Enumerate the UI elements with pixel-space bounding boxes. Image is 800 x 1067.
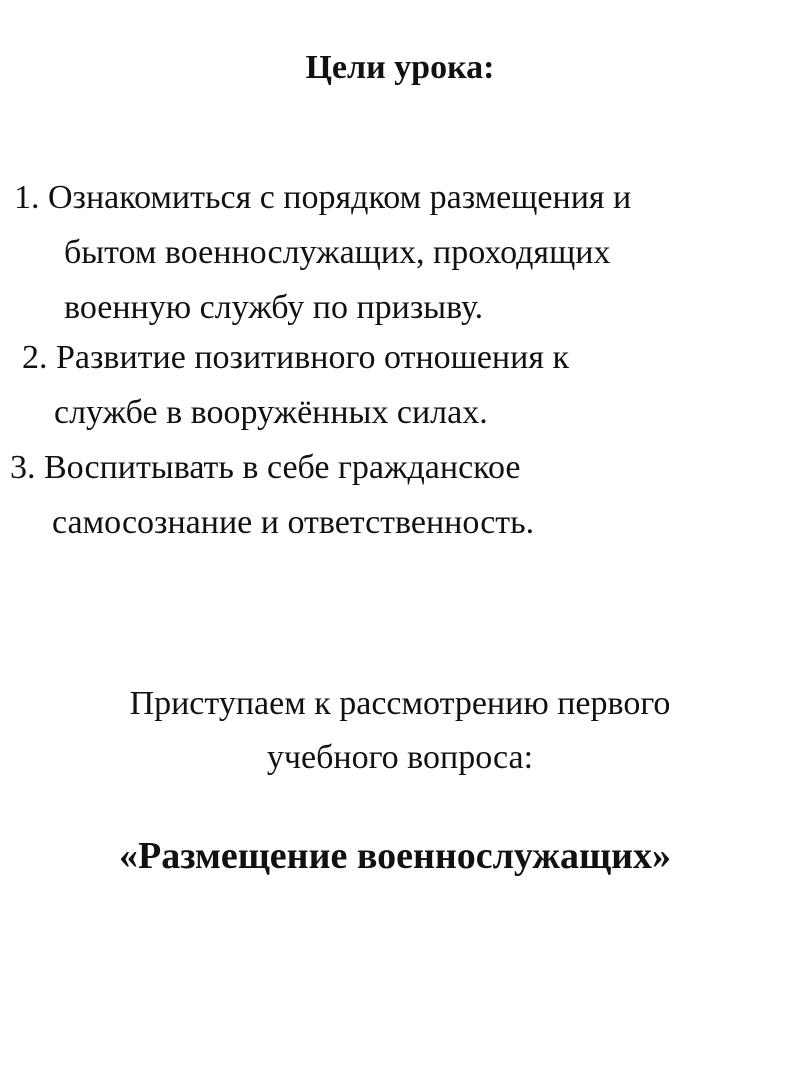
goal-2-text-1: Развитие позитивного отношения к xyxy=(56,339,569,376)
goal-item-2 xyxy=(22,330,792,440)
intro-line-2: учебного вопроса: xyxy=(266,739,534,776)
goal-1-line-2: бытом военнослужащих, проходящих xyxy=(64,234,611,271)
goal-1-line-3: военную службу по призыву. xyxy=(64,289,484,326)
goal-item-3 xyxy=(10,440,780,550)
goal-1-number: 1. xyxy=(14,179,40,216)
goal-3-line-1 xyxy=(10,440,780,495)
goal-2-line-2: службе в вооружённых силах. xyxy=(54,394,488,431)
goal-2-number: 2. xyxy=(22,339,48,376)
intro-text xyxy=(0,677,800,785)
goal-1-text-1: Ознакомиться с порядком размещения и xyxy=(48,179,632,216)
intro-line-1: Приступаем к рассмотрению первого xyxy=(129,685,671,722)
slide-title: Цели урока: xyxy=(305,49,495,86)
goal-3-line-2: самосознание и ответственность. xyxy=(52,504,535,541)
topic-heading: «Размещение военнослужащих» xyxy=(119,835,671,877)
goal-3-number: 3. xyxy=(10,449,36,486)
goal-1-line-1 xyxy=(14,170,784,225)
goal-2-line-1 xyxy=(22,330,792,385)
goal-3-text-1: Воспитывать в себе гражданское xyxy=(44,449,521,486)
goal-item-1 xyxy=(14,170,784,335)
